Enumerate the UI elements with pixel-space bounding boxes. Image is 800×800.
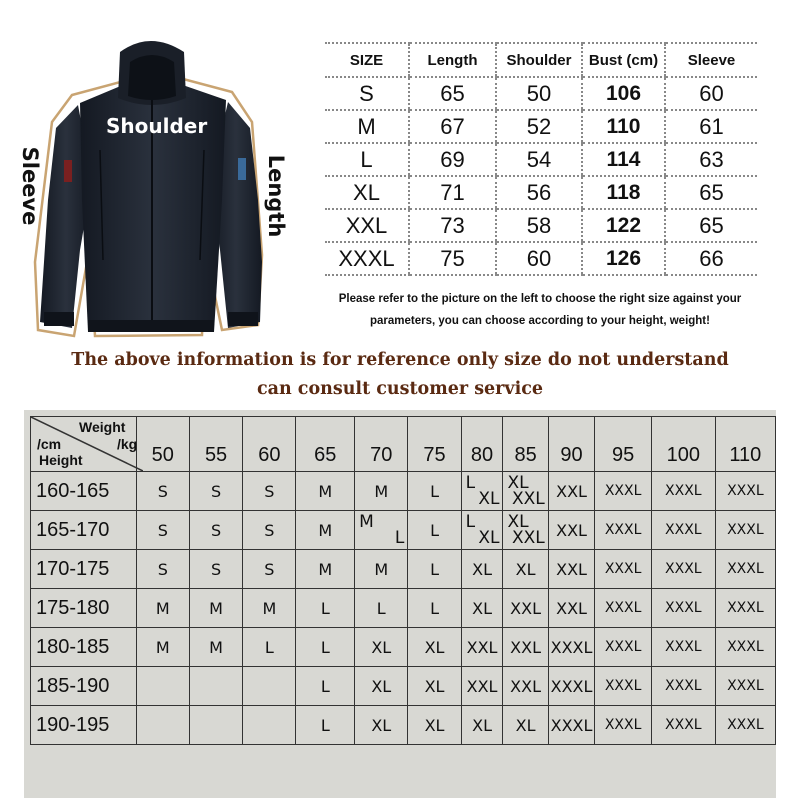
size-table-cell: S [325, 77, 409, 110]
size-recommendation-cell: XXXL [548, 667, 595, 706]
size-recommendation-cell: XXXL [715, 472, 775, 511]
size-recommendation-cell: XL [408, 706, 461, 745]
size-recommendation-cell: XXXL [715, 550, 775, 589]
size-table-cell: L [325, 143, 409, 176]
size-recommendation-cell: L [408, 550, 461, 589]
size-table-cell: M [325, 110, 409, 143]
size-table-cell: 63 [665, 143, 757, 176]
size-recommendation-cell: XXL [548, 550, 595, 589]
size-recommendation-cell: S [189, 472, 242, 511]
size-recommendation-cell: L [296, 667, 355, 706]
corner-cell [31, 417, 137, 472]
size-table-cell: 65 [409, 77, 496, 110]
size-recommendation-cell: L XL [461, 472, 503, 511]
size-recommendation-cell: XXL [503, 667, 548, 706]
size-recommendation-cell: XL XXL [503, 511, 548, 550]
size-recommendation-cell: L [355, 589, 408, 628]
size-table-cell: 110 [582, 110, 665, 143]
size-table-row [325, 176, 757, 209]
size-table-cell: 58 [496, 209, 582, 242]
size-table-cell: 60 [665, 77, 757, 110]
size-table-cell: 65 [665, 209, 757, 242]
weight-column-header: 90 [548, 417, 595, 472]
size-recommendation-cell: M [296, 511, 355, 550]
size-recommendation-cell [243, 667, 296, 706]
size-table-cell: 71 [409, 176, 496, 209]
size-recommendation-cell [136, 706, 189, 745]
size-table-cell: 66 [665, 242, 757, 275]
size-table-header-cell: SIZE [325, 43, 409, 77]
height-row [31, 706, 776, 745]
corner-cm-label: /cm [37, 436, 62, 452]
reference-info-line-1: The above information is for reference only size do not understand [71, 350, 729, 370]
size-recommendation-cell: XXL [503, 589, 548, 628]
size-table-cell: 52 [496, 110, 582, 143]
size-recommendation-cell: XXXL [715, 511, 775, 550]
height-range-cell: 180-185 [31, 628, 137, 667]
size-recommendation-cell: XXXL [651, 628, 715, 667]
size-recommendation-cell: XXL [461, 667, 503, 706]
size-table-row [325, 110, 757, 143]
height-row [31, 589, 776, 628]
size-table-header [325, 43, 757, 77]
size-table-row [325, 77, 757, 110]
weight-height-chart [24, 410, 776, 798]
size-recommendation-cell: XL [408, 667, 461, 706]
height-range-cell: 165-170 [31, 511, 137, 550]
size-recommendation-cell: XL [408, 628, 461, 667]
size-table-cell: 75 [409, 242, 496, 275]
weight-column-header: 100 [651, 417, 715, 472]
size-table-cell: 54 [496, 143, 582, 176]
size-recommendation-cell: XXXL [715, 706, 775, 745]
size-table-header-cell: Sleeve [665, 43, 757, 77]
size-table-row [325, 242, 757, 275]
size-table-row [325, 143, 757, 176]
size-recommendation-cell: XXL [548, 589, 595, 628]
size-recommendation-cell: M [355, 550, 408, 589]
size-recommendation-cell: M L [355, 511, 408, 550]
size-recommendation-cell: L [408, 511, 461, 550]
size-table-cell: 126 [582, 242, 665, 275]
height-range-cell: 190-195 [31, 706, 137, 745]
size-recommendation-cell: S [136, 472, 189, 511]
size-recommendation-cell: XL [355, 706, 408, 745]
height-range-cell: 175-180 [31, 589, 137, 628]
size-recommendation-cell: M [296, 550, 355, 589]
size-table-cell: XL [325, 176, 409, 209]
height-range-cell: 185-190 [31, 667, 137, 706]
size-recommendation-cell: L [408, 472, 461, 511]
size-recommendation-cell: XXXL [595, 550, 652, 589]
size-table-cell: 118 [582, 176, 665, 209]
size-recommendation-cell: S [136, 511, 189, 550]
size-table-cell: 69 [409, 143, 496, 176]
corner-height-label: Height [39, 452, 83, 468]
size-recommendation-cell: L [296, 628, 355, 667]
size-recommendation-cell: L XL [461, 511, 503, 550]
size-table-header-cell: Shoulder [496, 43, 582, 77]
jacket-illustration [0, 0, 310, 345]
weight-column-header: 55 [189, 417, 242, 472]
refer-note-line-2: parameters, you can choose according to your height, weight! [370, 315, 710, 327]
size-table-cell: 60 [496, 242, 582, 275]
size-recommendation-cell: XXXL [595, 589, 652, 628]
size-recommendation-cell: XL [355, 628, 408, 667]
size-table-cell: 122 [582, 209, 665, 242]
size-recommendation-cell: S [189, 550, 242, 589]
size-table-cell: 56 [496, 176, 582, 209]
size-recommendation-cell: XXXL [595, 706, 652, 745]
size-recommendation-cell: XXXL [651, 550, 715, 589]
weight-column-header: 70 [355, 417, 408, 472]
size-recommendation-cell: XXL [461, 628, 503, 667]
weight-column-header: 60 [243, 417, 296, 472]
size-recommendation-cell: XXXL [548, 706, 595, 745]
corner-kg-label: /kg [117, 436, 138, 452]
size-recommendation-cell: M [243, 589, 296, 628]
weight-column-header: 75 [408, 417, 461, 472]
size-chart-table [325, 42, 757, 276]
refer-note [305, 288, 775, 332]
size-recommendation-cell: L [296, 589, 355, 628]
size-recommendation-cell: XXXL [595, 628, 652, 667]
size-table-cell: 67 [409, 110, 496, 143]
size-recommendation-cell: S [243, 550, 296, 589]
sleeve-label: Sleeve [18, 146, 42, 226]
size-recommendation-cell: XL [461, 589, 503, 628]
size-recommendation-cell: XL [461, 550, 503, 589]
size-recommendation-cell: XXL [548, 511, 595, 550]
size-recommendation-cell [189, 667, 242, 706]
shoulder-label: Shoulder [106, 114, 208, 138]
size-recommendation-cell: M [189, 628, 242, 667]
weight-column-header: 80 [461, 417, 503, 472]
size-table-row [325, 209, 757, 242]
size-table-cell: 114 [582, 143, 665, 176]
sleeve-patch [64, 160, 72, 182]
size-recommendation-cell: XL [461, 706, 503, 745]
size-recommendation-cell: XXXL [595, 667, 652, 706]
size-recommendation-cell: M [355, 472, 408, 511]
weight-column-header: 110 [715, 417, 775, 472]
size-recommendation-cell: S [243, 511, 296, 550]
size-recommendation-cell: XXL [503, 628, 548, 667]
size-recommendation-cell [136, 667, 189, 706]
size-recommendation-cell: XL [503, 550, 548, 589]
size-recommendation-cell: XXXL [651, 511, 715, 550]
size-recommendation-cell: M [136, 628, 189, 667]
size-recommendation-cell: L [296, 706, 355, 745]
size-recommendation-cell: M [189, 589, 242, 628]
size-recommendation-cell: XXXL [548, 628, 595, 667]
weight-column-header: 95 [595, 417, 652, 472]
height-row [31, 550, 776, 589]
size-table-header-cell: Bust (cm) [582, 43, 665, 77]
length-label: Length [264, 154, 288, 238]
weight-column-header: 50 [136, 417, 189, 472]
weight-column-header: 85 [503, 417, 548, 472]
height-row [31, 667, 776, 706]
size-table-cell: XXXL [325, 242, 409, 275]
size-recommendation-cell: S [243, 472, 296, 511]
size-recommendation-cell: L [243, 628, 296, 667]
size-recommendation-cell [243, 706, 296, 745]
size-recommendation-cell: XXXL [715, 628, 775, 667]
size-recommendation-cell: XL [503, 706, 548, 745]
weight-column-header: 65 [296, 417, 355, 472]
size-table-cell: XXL [325, 209, 409, 242]
size-table-cell: 61 [665, 110, 757, 143]
size-recommendation-cell: XXXL [651, 472, 715, 511]
weight-height-table [30, 416, 776, 745]
height-row [31, 628, 776, 667]
size-recommendation-cell: XXXL [595, 472, 652, 511]
size-recommendation-cell [189, 706, 242, 745]
size-recommendation-cell: XXL [548, 472, 595, 511]
size-recommendation-cell: XXXL [651, 706, 715, 745]
size-recommendation-cell: L [408, 589, 461, 628]
reference-info-line-2: can consult customer service [256, 379, 544, 399]
size-table-cell: 73 [409, 209, 496, 242]
height-row [31, 472, 776, 511]
size-table-header-cell: Length [409, 43, 496, 77]
size-recommendation-cell: XXXL [651, 589, 715, 628]
corner-weight-label: Weight [79, 419, 126, 435]
size-table-cell: 65 [665, 176, 757, 209]
size-recommendation-cell: XL [355, 667, 408, 706]
reference-info [0, 346, 800, 404]
size-recommendation-cell: M [296, 472, 355, 511]
size-table-cell: 106 [582, 77, 665, 110]
size-recommendation-cell: XL XXL [503, 472, 548, 511]
size-recommendation-cell: S [189, 511, 242, 550]
size-recommendation-cell: XXXL [651, 667, 715, 706]
height-row [31, 511, 776, 550]
size-recommendation-cell: M [136, 589, 189, 628]
sleeve-patch [238, 158, 246, 180]
size-recommendation-cell: XXXL [715, 667, 775, 706]
refer-note-line-1: Please refer to the picture on the left to choose the right size against your [338, 293, 742, 305]
weight-header-row [31, 417, 776, 472]
height-range-cell: 170-175 [31, 550, 137, 589]
height-range-cell: 160-165 [31, 472, 137, 511]
size-recommendation-cell: S [136, 550, 189, 589]
size-recommendation-cell: XXXL [715, 589, 775, 628]
size-table-cell: 50 [496, 77, 582, 110]
size-recommendation-cell: XXXL [595, 511, 652, 550]
